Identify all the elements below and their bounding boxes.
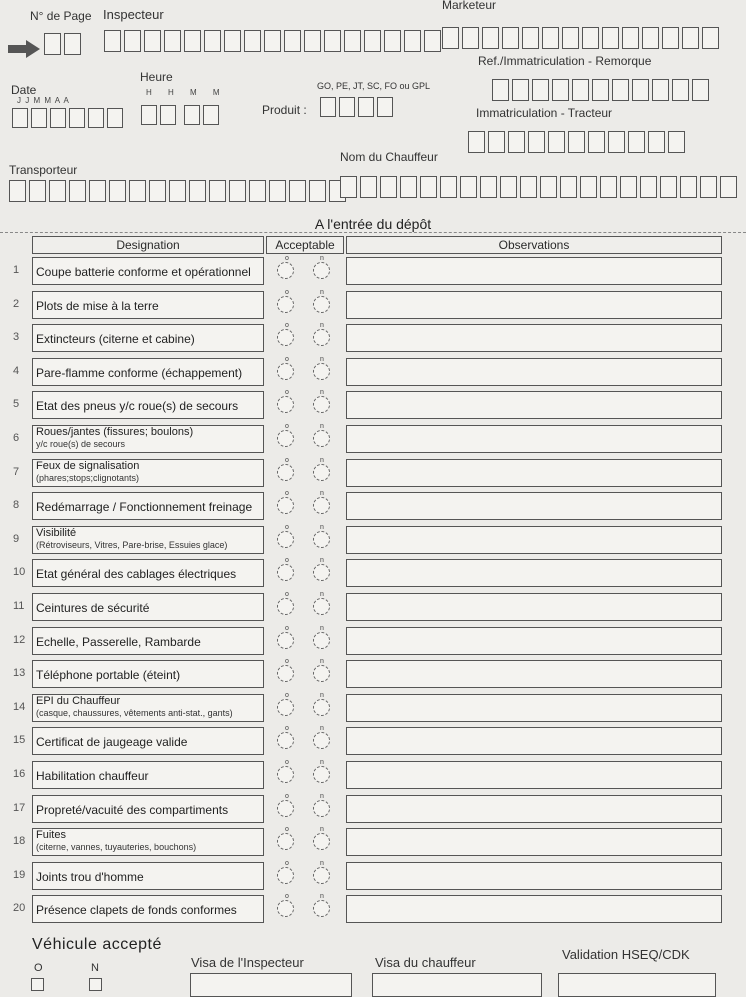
checklist-row xyxy=(0,590,746,622)
option-o-mark: o xyxy=(285,792,289,800)
designation-text: Présence clapets de fonds conformes xyxy=(36,903,237,918)
option-n-mark: n xyxy=(320,624,324,632)
acceptable-no-radio[interactable] xyxy=(313,430,330,447)
acceptable-no-radio[interactable] xyxy=(313,531,330,548)
row-number: 9 xyxy=(13,532,20,545)
designation-cell xyxy=(32,425,264,453)
checklist-row xyxy=(0,523,746,555)
option-o-mark: o xyxy=(285,591,289,598)
validation-label: Validation HSEQ/CDK xyxy=(562,947,690,962)
designation-text: Certificat de jaugeage valide xyxy=(36,735,188,750)
checklist-row xyxy=(0,691,746,723)
acceptable-yes-radio[interactable] xyxy=(277,262,294,279)
designation-text: Ceintures de sécurité xyxy=(36,601,150,615)
designation-cell xyxy=(32,291,264,319)
option-o-mark: o xyxy=(285,759,289,766)
section-title: A l'entrée du dépôt xyxy=(314,216,432,232)
designation-cell xyxy=(32,895,264,923)
designation-text: Redémarrage / Fonctionnement freinage xyxy=(36,500,253,515)
option-n-mark: n xyxy=(320,792,324,800)
observation-field[interactable] xyxy=(346,459,722,487)
page-number-field[interactable] xyxy=(44,33,81,55)
acceptable-yes-radio[interactable] xyxy=(277,900,294,917)
observation-field[interactable] xyxy=(346,593,722,621)
acceptable-no-radio[interactable] xyxy=(313,262,330,279)
designation-cell xyxy=(32,828,264,856)
acceptable-yes-radio[interactable] xyxy=(277,531,294,548)
visa-inspector-label: Visa de l'Inspecteur xyxy=(191,955,304,970)
option-n-mark: n xyxy=(320,658,324,666)
option-n-mark: n xyxy=(320,456,324,464)
col-designation-header: Designation xyxy=(32,236,264,254)
designation-text: Plots de mise à la terre xyxy=(36,298,159,313)
row-number: 19 xyxy=(13,868,26,881)
designation-text: EPI du Chauffeur xyxy=(36,694,121,707)
acceptable-yes-radio[interactable] xyxy=(277,800,294,817)
designation-subtext: (casque, chaussures, vêtements anti-stat., gants) xyxy=(36,707,233,718)
option-n-mark: n xyxy=(320,255,324,262)
row-number: 14 xyxy=(13,700,26,713)
option-o-mark: o xyxy=(285,725,289,733)
date-field[interactable] xyxy=(12,108,123,128)
checklist-row xyxy=(0,388,746,420)
designation-text: Roues/jantes (fissures; boulons) xyxy=(36,426,194,438)
row-number: 2 xyxy=(13,297,20,310)
observation-field[interactable] xyxy=(346,727,722,755)
marketer-field[interactable] xyxy=(442,27,719,49)
designation-cell xyxy=(32,593,264,621)
trailer-plate-label: Ref./Immatriculation - Remorque xyxy=(478,54,652,68)
acceptable-yes-radio[interactable] xyxy=(277,867,294,884)
trailer-plate-field[interactable] xyxy=(492,79,709,101)
product-codes: GO, PE, JT, SC, FO ou GPL xyxy=(317,81,431,91)
checklist-row xyxy=(0,892,746,924)
arrow-pointer-icon xyxy=(6,38,42,60)
acceptable-yes-radio[interactable] xyxy=(277,497,294,514)
visa-driver-box[interactable] xyxy=(372,973,542,997)
option-n-mark: n xyxy=(320,725,324,733)
acceptable-no-radio[interactable] xyxy=(313,564,330,581)
option-n-mark: n xyxy=(320,759,324,766)
row-number: 18 xyxy=(13,835,26,848)
designation-cell xyxy=(32,862,264,890)
acceptable-yes-radio[interactable] xyxy=(277,396,294,413)
col-acceptable-header: Acceptable xyxy=(266,236,344,254)
designation-text: Téléphone portable (éteint) xyxy=(36,668,181,683)
option-n-mark: n xyxy=(320,355,324,363)
acceptable-no-radio[interactable] xyxy=(313,329,330,346)
row-number: 20 xyxy=(13,902,26,915)
checklist-row xyxy=(0,422,746,454)
designation-text: Joints trou d'homme xyxy=(36,869,144,884)
observation-field[interactable] xyxy=(346,627,722,655)
observation-field[interactable] xyxy=(346,391,722,419)
acceptable-no-radio[interactable] xyxy=(313,867,330,884)
product-field[interactable] xyxy=(320,97,393,117)
accepted-o-label: O xyxy=(34,962,43,974)
row-number: 16 xyxy=(13,768,26,780)
acceptable-yes-radio[interactable] xyxy=(277,833,294,850)
option-o-mark: o xyxy=(285,490,289,498)
observation-field[interactable] xyxy=(346,324,722,352)
acceptable-yes-radio[interactable] xyxy=(277,296,294,313)
transporter-field[interactable] xyxy=(9,180,346,202)
option-o-mark: o xyxy=(285,255,289,262)
designation-cell xyxy=(32,559,264,587)
designation-text: Pare-flamme conforme (échappement) xyxy=(36,365,243,380)
designation-text: Fuites xyxy=(36,829,66,842)
row-number: 15 xyxy=(13,734,26,747)
accepted-no-checkbox[interactable] xyxy=(89,978,102,991)
observation-field[interactable] xyxy=(346,828,722,856)
checklist-row xyxy=(0,556,746,588)
option-o-mark: o xyxy=(285,456,289,464)
row-number: 1 xyxy=(13,264,20,276)
designation-subtext: y/c roue(s) de secours xyxy=(36,439,126,449)
time-minutes-field[interactable] xyxy=(184,105,219,125)
acceptable-yes-radio[interactable] xyxy=(277,766,294,783)
observation-field[interactable] xyxy=(346,492,722,520)
designation-cell xyxy=(32,761,264,789)
option-o-mark: o xyxy=(285,691,289,699)
option-o-mark: o xyxy=(285,288,289,296)
checklist-row xyxy=(0,657,746,689)
designation-cell xyxy=(32,358,264,386)
designation-cell xyxy=(32,526,264,554)
option-n-mark: n xyxy=(320,288,324,296)
acceptable-yes-radio[interactable] xyxy=(277,699,294,716)
acceptable-no-radio[interactable] xyxy=(313,833,330,850)
acceptable-yes-radio[interactable] xyxy=(277,564,294,581)
row-number: 13 xyxy=(13,667,26,680)
designation-subtext: (phares;stops;clignotants) xyxy=(36,472,140,483)
row-number: 3 xyxy=(13,331,20,344)
checklist-row xyxy=(0,624,746,656)
observation-field[interactable] xyxy=(346,862,722,890)
checklist-row xyxy=(0,724,746,756)
tractor-plate-label: Immatriculation - Tracteur xyxy=(476,106,613,120)
date-format: J J M M A A xyxy=(17,96,70,105)
designation-cell xyxy=(32,727,264,755)
option-o-mark: o xyxy=(285,355,289,363)
designation-subtext: (citerne, vannes, tuyauteries, bouchons) xyxy=(36,842,197,853)
option-n-mark: n xyxy=(320,423,324,430)
time-format: H H M M xyxy=(146,88,227,97)
designation-text: Etat des pneus y/c roue(s) de secours xyxy=(36,399,239,414)
acceptable-no-radio[interactable] xyxy=(313,396,330,413)
option-n-mark: n xyxy=(320,523,324,531)
option-o-mark: o xyxy=(285,826,289,834)
accepted-yes-checkbox[interactable] xyxy=(31,978,44,991)
inspector-field[interactable] xyxy=(104,30,441,52)
designation-cell xyxy=(32,795,264,823)
option-n-mark: n xyxy=(320,389,324,397)
designation-text: Etat général des cablages électriques xyxy=(36,567,237,582)
time-label: Heure xyxy=(140,70,173,84)
row-number: 11 xyxy=(13,600,25,612)
designation-text: Feux de signalisation xyxy=(36,459,140,472)
option-o-mark: o xyxy=(285,624,289,632)
observation-field[interactable] xyxy=(346,660,722,688)
section-divider xyxy=(0,232,746,233)
acceptable-no-radio[interactable] xyxy=(313,665,330,682)
vehicle-accepted-label: Véhicule accepté xyxy=(32,936,162,953)
checklist-row xyxy=(0,825,746,857)
marketer-label: Marketeur xyxy=(442,0,497,12)
option-o-mark: o xyxy=(285,322,289,330)
acceptable-no-radio[interactable] xyxy=(313,464,330,481)
acceptable-no-radio[interactable] xyxy=(313,900,330,917)
row-number: 8 xyxy=(13,499,20,512)
row-number: 17 xyxy=(13,801,26,814)
acceptable-yes-radio[interactable] xyxy=(277,665,294,682)
checklist-row xyxy=(0,254,746,286)
option-o-mark: o xyxy=(285,859,289,867)
driver-name-label: Nom du Chauffeur xyxy=(340,150,438,164)
row-number: 12 xyxy=(13,633,26,646)
option-o-mark: o xyxy=(285,658,289,666)
row-number: 5 xyxy=(13,398,20,411)
option-n-mark: n xyxy=(320,557,324,565)
option-n-mark: n xyxy=(320,490,324,498)
date-label: Date xyxy=(11,83,37,97)
observation-field[interactable] xyxy=(346,559,722,587)
checklist-row xyxy=(0,792,746,824)
option-n-mark: n xyxy=(320,691,324,699)
checklist-row xyxy=(0,321,746,353)
tractor-plate-field[interactable] xyxy=(468,131,685,153)
designation-cell xyxy=(32,660,264,688)
designation-cell xyxy=(32,391,264,419)
acceptable-no-radio[interactable] xyxy=(313,497,330,514)
option-n-mark: n xyxy=(320,859,324,867)
option-o-mark: o xyxy=(285,423,289,430)
acceptable-no-radio[interactable] xyxy=(313,598,330,615)
option-o-mark: o xyxy=(285,893,289,901)
acceptable-no-radio[interactable] xyxy=(313,699,330,716)
observation-field[interactable] xyxy=(346,358,722,386)
checklist-row xyxy=(0,456,746,488)
acceptable-yes-radio[interactable] xyxy=(277,598,294,615)
option-o-mark: o xyxy=(285,389,289,397)
time-hours-field[interactable] xyxy=(141,105,176,125)
acceptable-yes-radio[interactable] xyxy=(277,732,294,749)
acceptable-yes-radio[interactable] xyxy=(277,632,294,649)
option-o-mark: o xyxy=(285,557,289,565)
option-n-mark: n xyxy=(320,322,324,330)
designation-cell xyxy=(32,324,264,352)
accepted-n-label: N xyxy=(91,962,99,974)
acceptable-no-radio[interactable] xyxy=(313,800,330,817)
option-n-mark: n xyxy=(320,826,324,834)
option-n-mark: n xyxy=(320,893,324,901)
driver-name-field[interactable] xyxy=(340,176,737,198)
observation-field[interactable] xyxy=(346,257,722,285)
designation-text: Coupe batterie conforme et opérationnel xyxy=(36,265,251,279)
row-number: 7 xyxy=(13,465,20,478)
validation-box[interactable] xyxy=(558,973,716,997)
row-number: 6 xyxy=(13,432,20,444)
acceptable-no-radio[interactable] xyxy=(313,632,330,649)
designation-cell xyxy=(32,492,264,520)
option-n-mark: n xyxy=(320,591,324,598)
acceptable-yes-radio[interactable] xyxy=(277,464,294,481)
acceptable-no-radio[interactable] xyxy=(313,296,330,313)
acceptable-yes-radio[interactable] xyxy=(277,329,294,346)
checklist-row xyxy=(0,288,746,320)
page-number-label: N° de Page xyxy=(30,9,92,23)
designation-text: Echelle, Passerelle, Rambarde xyxy=(36,634,201,649)
visa-driver-label: Visa du chauffeur xyxy=(375,955,476,970)
acceptable-no-radio[interactable] xyxy=(313,732,330,749)
observation-field[interactable] xyxy=(346,761,722,789)
checklist-row xyxy=(0,859,746,891)
observation-field[interactable] xyxy=(346,425,722,453)
designation-text: Extincteurs (citerne et cabine) xyxy=(36,332,195,347)
designation-text: Habilitation chauffeur xyxy=(36,769,149,783)
product-label: Produit : xyxy=(262,103,307,117)
observation-field[interactable] xyxy=(346,694,722,722)
designation-cell xyxy=(32,257,264,285)
visa-inspector-box[interactable] xyxy=(190,973,352,997)
designation-cell xyxy=(32,694,264,722)
checklist-row xyxy=(0,355,746,387)
acceptable-no-radio[interactable] xyxy=(313,766,330,783)
designation-cell xyxy=(32,627,264,655)
checklist-row xyxy=(0,489,746,521)
designation-subtext: (Rétroviseurs, Vitres, Pare-brise, Essuies glace) xyxy=(36,539,228,550)
designation-text: Visibilité xyxy=(36,526,77,539)
observation-field[interactable] xyxy=(346,526,722,554)
inspector-label: Inspecteur xyxy=(103,7,164,22)
option-o-mark: o xyxy=(285,523,289,531)
transporter-label: Transporteur xyxy=(9,163,78,177)
observation-field[interactable] xyxy=(346,795,722,823)
designation-cell xyxy=(32,459,264,487)
acceptable-no-radio[interactable] xyxy=(313,363,330,380)
row-number: 4 xyxy=(13,364,20,377)
acceptable-yes-radio[interactable] xyxy=(277,430,294,447)
observation-field[interactable] xyxy=(346,291,722,319)
checklist-row xyxy=(0,758,746,790)
row-number: 10 xyxy=(13,566,26,579)
acceptable-yes-radio[interactable] xyxy=(277,363,294,380)
designation-text: Propreté/vacuité des compartiments xyxy=(36,802,229,817)
col-observations-header: Observations xyxy=(346,236,722,254)
observation-field[interactable] xyxy=(346,895,722,923)
